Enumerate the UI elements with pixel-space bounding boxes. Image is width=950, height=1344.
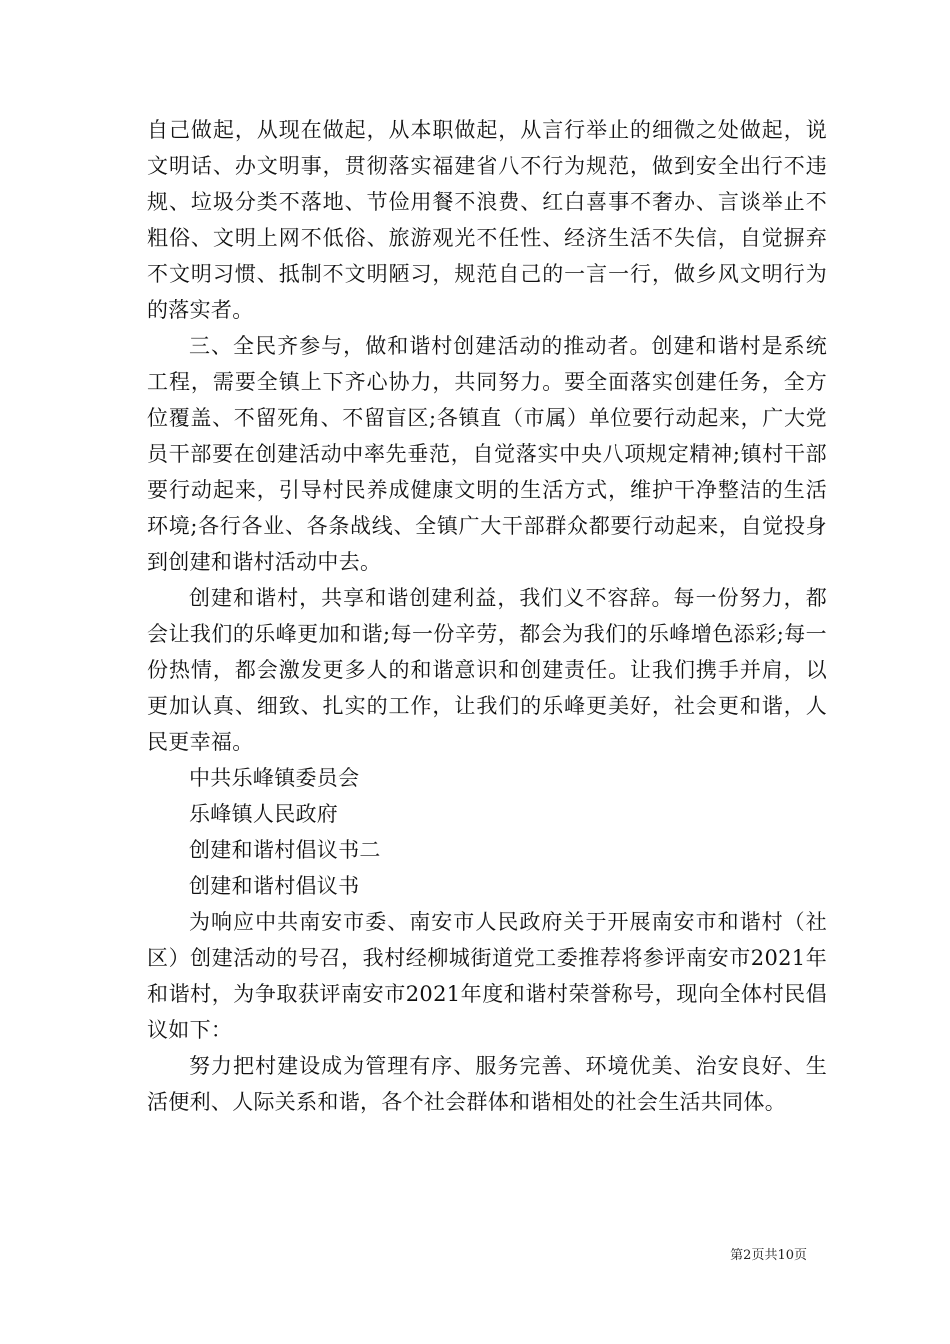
document-body — [147, 112, 827, 1120]
paragraph-goal: 努力把村建设成为管理有序、服务完善、环境优美、治安良好、生活便利、人际关系和谐，各个社会群体和谐相处的社会生活共同体。 — [147, 1054, 827, 1114]
paragraph-intro: 为响应中共南安市委、南安市人民政府关于开展南安市和谐村（社区）创建活动的号召，我村经柳城街道党工委推荐将参评南安市2021年和谐村，为争取获评南安市2021年度和谐村荣誉称号，现向全体村民倡议如下： — [147, 910, 827, 1042]
paragraph-closing: 创建和谐村，共享和谐创建利益，我们义不容辞。每一份努力，都会让我们的乐峰更加和谐;每一份辛劳，都会为我们的乐峰增色添彩;每一份热情，都会激发更多人的和谐意识和创建责任。让我们携手并肩，以更加认真、细致、扎实的工作，让我们的乐峰更美好，社会更和谐，人民更幸福。 — [147, 586, 827, 754]
paragraph-section-three: 三、全民齐参与，做和谐村创建活动的推动者。创建和谐村是系统工程，需要全镇上下齐心协力，共同努力。要全面落实创建任务，全方位覆盖、不留死角、不留盲区;各镇直（市属）单位要行动起来，广大党员干部要在创建活动中率先垂范，自觉落实中央八项规定精神;镇村干部要行动起来，引导村民养成健康文明的生活方式，维护干净整洁的生活环境;各行各业、各条战线、全镇广大干部群众都要行动起来，自觉投身到创建和谐村活动中去。 — [147, 334, 827, 574]
signature-party-committee: 中共乐峰镇委员会 — [189, 766, 360, 790]
document-title: 创建和谐村倡议书 — [189, 874, 360, 898]
signature-government: 乐峰镇人民政府 — [189, 802, 339, 826]
paragraph-continuation: 自己做起，从现在做起，从本职做起，从言行举止的细微之处做起，说文明话、办文明事，贯彻落实福建省八不行为规范，做到安全出行不违规、垃圾分类不落地、节俭用餐不浪费、红白喜事不奢办、言谈举止不粗俗、文明上网不低俗、旅游观光不任性、经济生活不失信，自觉摒弃不文明习惯、抵制不文明陋习，规范自己的一言一行，做乡风文明行为的落实者。 — [147, 118, 827, 322]
section-heading-two: 创建和谐村倡议书二 — [189, 838, 381, 862]
page-number: 第2页共10页 — [730, 1248, 807, 1263]
